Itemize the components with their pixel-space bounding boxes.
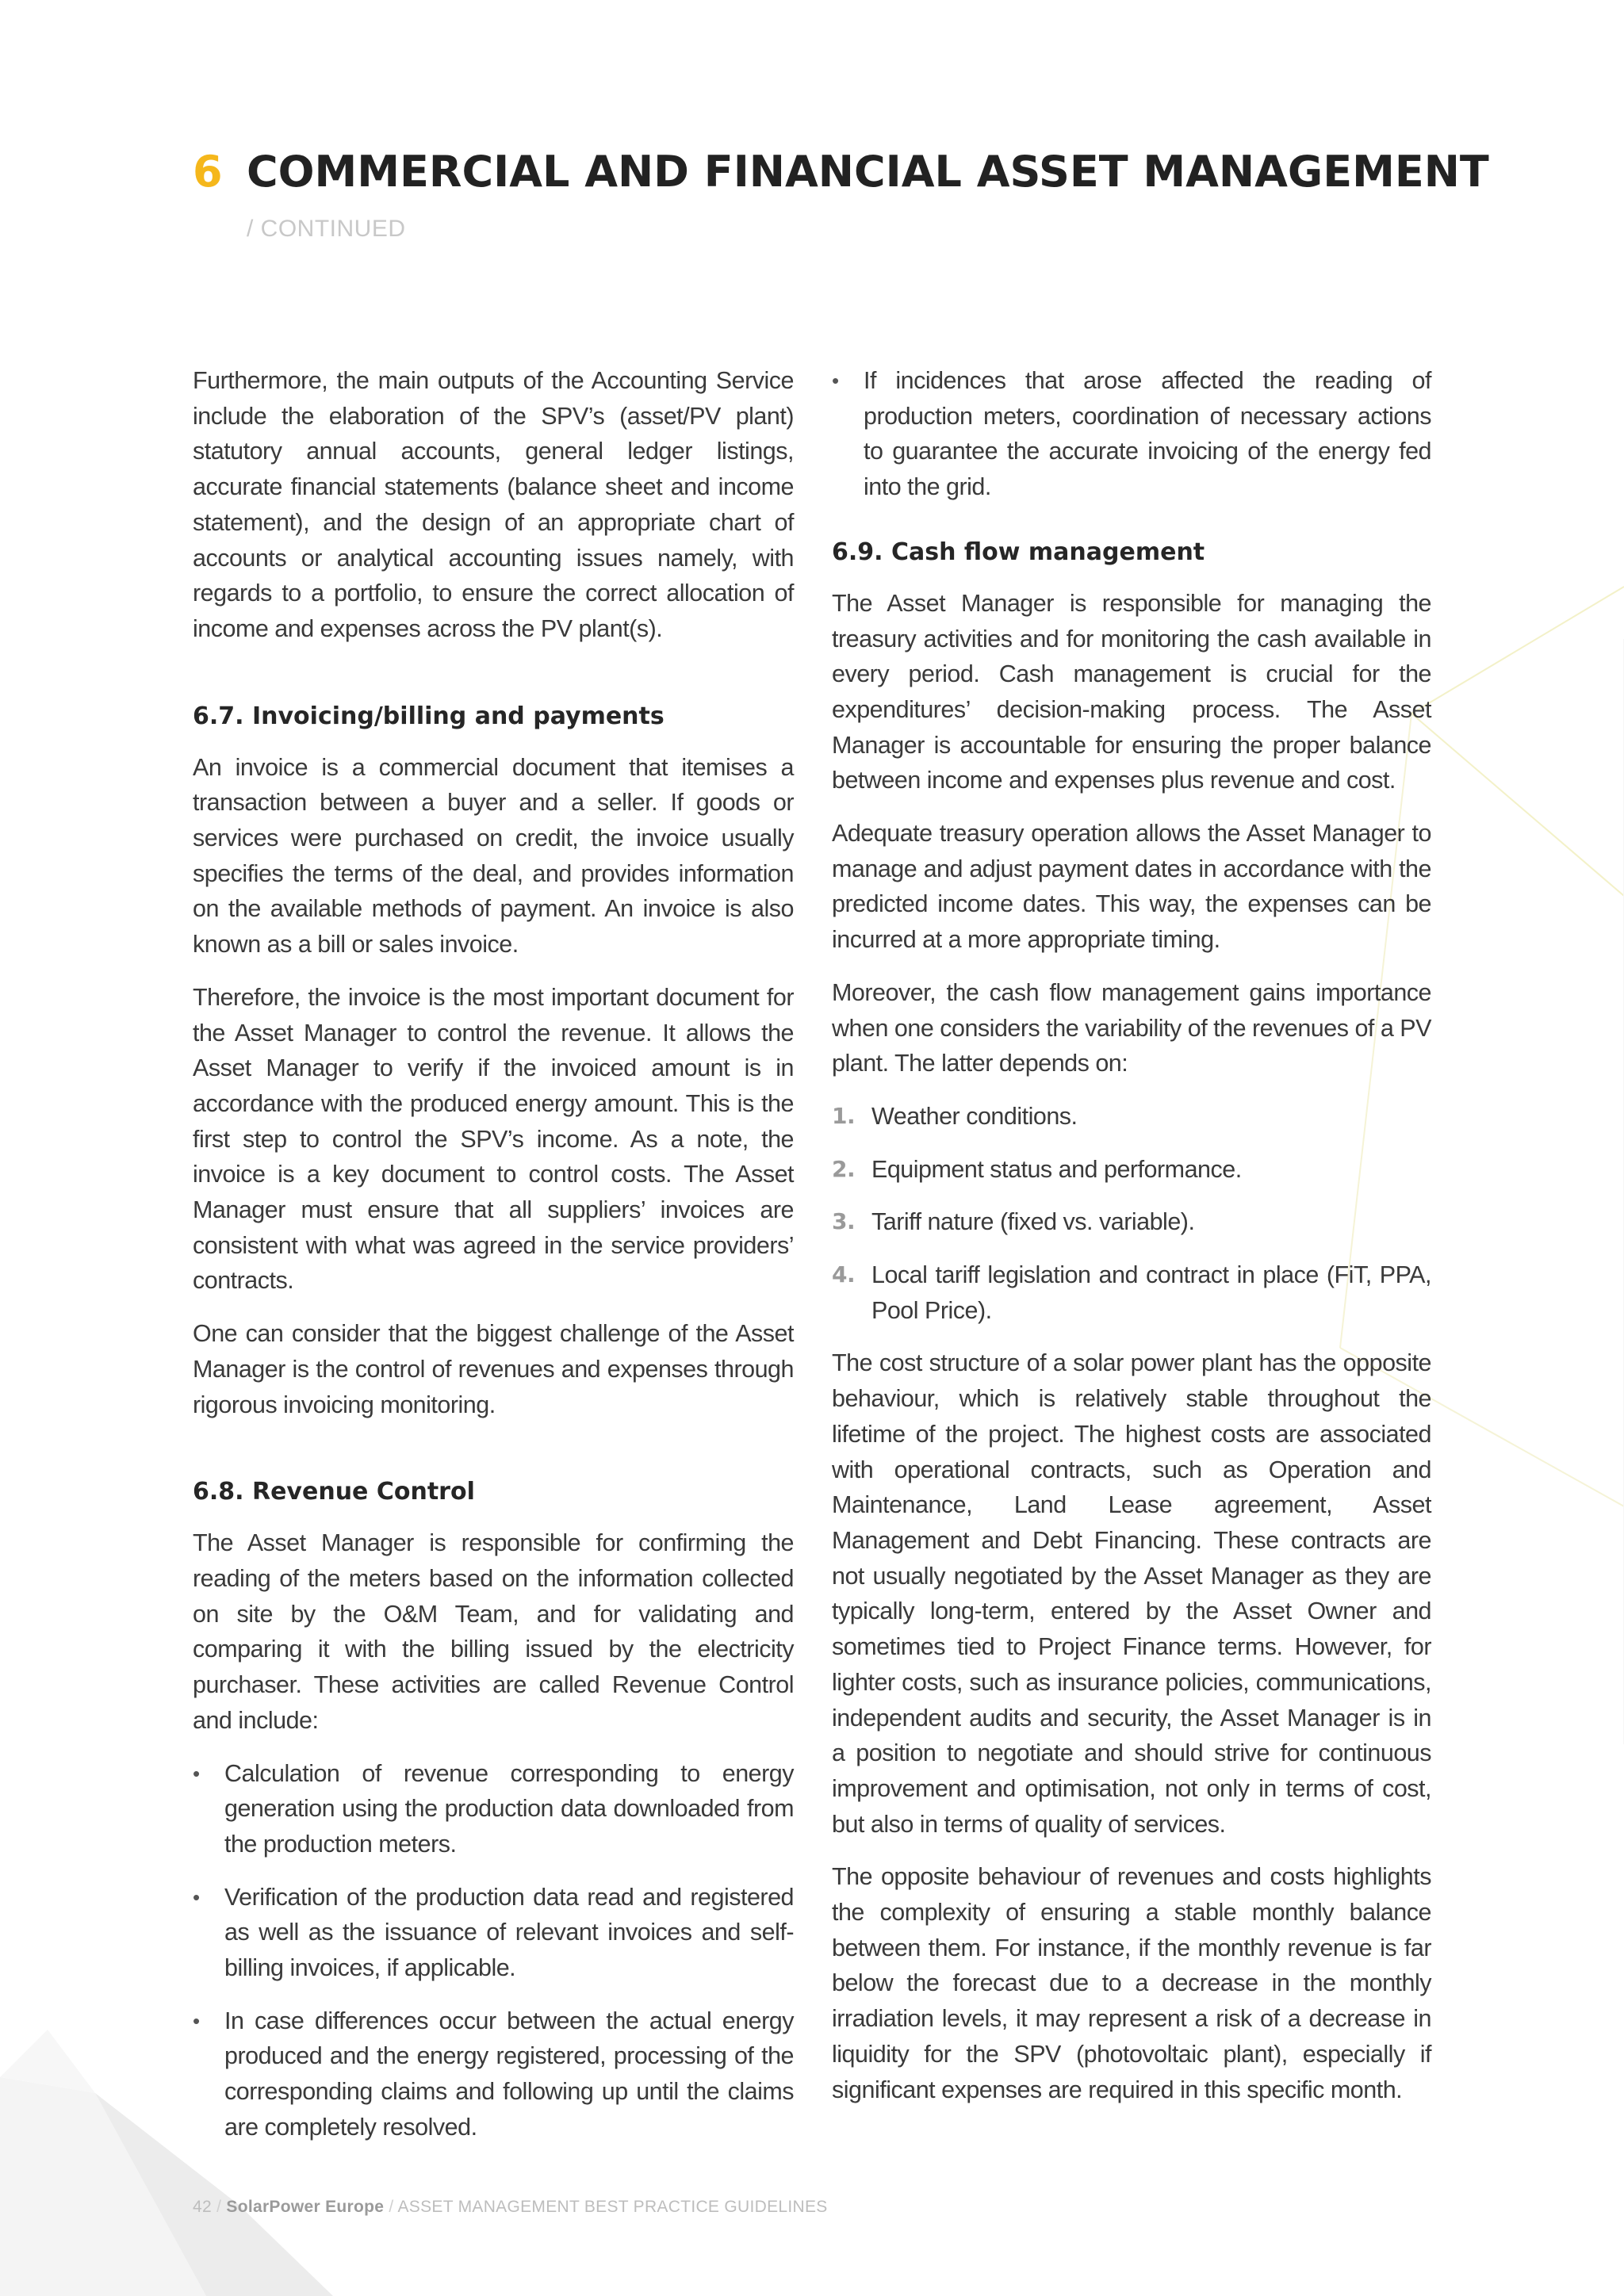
revenue-factors-list [832,1099,1431,1329]
paragraph: Therefore, the invoice is the most important document for the Asset Manager to control the revenue. It allows the Asset Manager to verify if the invoiced amount is in accordance with the produced energy amount. This is the first step to control the SPV’s income. As a note, the invoice is a key document to control costs. The Asset Manager must ensure that all suppliers’ invoices are consistent with what was agreed in the service providers’ contracts. [193,983,794,1295]
paragraph: Moreover, the cash flow management gains importance when one considers the variability of the revenues of a PV plant. The latter depends on: [832,978,1431,1077]
footer-separator: / [216,2198,222,2216]
bullet-icon: • [832,369,839,392]
bullet-icon: • [193,1885,200,1909]
footer-brand: SolarPower Europe [226,2198,385,2216]
list-item: • Calculation of revenue corresponding to energy generation using the production data downloaded from the production meters. [193,1756,794,1862]
section-heading-6-7: 6.7. Invoicing/billing and payments [193,702,665,730]
paragraph: The Asset Manager is responsible for confirming the reading of the meters based on the information collected on site by the O&M Team, and for validating and comparing it with the billing issued by the electricity purchaser. These activities are called Revenue Control and include: [193,1529,794,1734]
chapter-title: COMMERCIAL AND FINANCIAL ASSET MANAGEMENT [247,147,1489,197]
paragraph: One can consider that the biggest challenge of the Asset Manager is the control of revenues and expenses through rigorous invoicing monitoring. [193,1320,794,1418]
paragraph: Adequate treasury operation allows the Asset Manager to manage and adjust payment dates in accordance with the predicted income dates. This way, the expenses can be incurred at a more appropriate timing. [832,820,1431,954]
page-number: 42 [193,2198,212,2216]
paragraph: The opposite behaviour of revenues and costs highlights the complexity of ensuring a stable monthly balance between them. For instance, if the monthly revenue is far below the forecast due to a decrease in the monthly irradiation levels, it may represent a risk of a decrease in liquidity for the SPV (photovoltaic plant), especially if significant expenses are required in this specific month. [832,1863,1431,2103]
paragraph: The Asset Manager is responsible for managing the treasury activities and for monitoring the cash available in every period. Cash management is crucial for the expenditures’ decision-making process. The Asset Manager is accountable for ensuring the proper balance between income and expenses plus revenue and cost. [832,589,1431,794]
bullet-icon: • [193,2008,200,2033]
right-column [832,363,1431,2125]
list-item: 1. Weather conditions. [832,1099,1431,1135]
list-item: • Verification of the production data read and registered as well as the issuance of relevant invoices and self-billing invoices, if applicable. [193,1880,794,1986]
intro-paragraph: Furthermore, the main outputs of the Accounting Service include the elaboration of the SPV’s (asset/PV plant) statutory annual accounts, general ledger listings, accurate financial statements (balance sheet and income statement), and the design of an appropriate chart of accounts or analytical accounting issues namely, with regards to a portfolio, to ensure the correct allocation of income and expenses across the PV plant(s). [193,367,794,642]
paragraph: The cost structure of a solar power plant has the opposite behaviour, which is relatively stable throughout the lifetime of the project. The highest costs are associated with operational contracts, such as Operation and Maintenance, Land Lease agreement, Asset Management and Debt Financing. These contracts are not usually negotiated by the Asset Manager as they are typically long-term, entered by the Asset Owner and sometimes tied to Project Finance terms. However, for lighter costs, such as insurance policies, communications, independent audits and security, the Asset Manager is in a position to negotiate and should strive for continuous improvement and optimisation, not only in terms of cost, but also in terms of quality of services. [832,1349,1431,1838]
list-number: 3. [832,1208,856,1235]
chapter-number: 6 [193,147,223,197]
paragraph: An invoice is a commercial document that itemises a transaction between a buyer and a seller. If goods or services were purchased on credit, the invoice usually specifies the terms of the deal, and provides information on the available methods of payment. An invoice is also known as a bill or sales invoice. [193,753,794,959]
section-heading-6-9: 6.9. Cash flow management [832,538,1205,566]
list-number: 4. [832,1261,856,1288]
revenue-control-list-continued [832,363,1431,505]
revenue-control-list [193,1756,794,2145]
page-header [193,147,1489,243]
footer-document-title: ASSET MANAGEMENT BEST PRACTICE GUIDELINES [397,2198,828,2216]
page-footer [193,2198,828,2217]
list-item: • In case differences occur between the actual energy produced and the energy registered, processing of the corresponding claims and following up until the claims are completely resolved. [193,2003,794,2145]
list-number: 2. [832,1155,856,1182]
bullet-icon: • [193,1761,200,1785]
chapter-heading [193,147,1489,197]
continued-label: / CONTINUED [247,216,406,242]
list-item: 2. Equipment status and performance. [832,1152,1431,1188]
list-item: • If incidences that arose affected the reading of production meters, coordination of necessary actions to guarantee the accurate invoicing of the energy fed into the grid. [832,363,1431,505]
list-number: 1. [832,1102,856,1129]
list-item: 4. Local tariff legislation and contract in place (FiT, PPA, Pool Price). [832,1257,1431,1328]
section-heading-6-8: 6.8. Revenue Control [193,1478,475,1506]
list-item: 3. Tariff nature (fixed vs. variable). [832,1204,1431,1240]
footer-separator: / [389,2198,394,2216]
left-column [193,363,794,2163]
